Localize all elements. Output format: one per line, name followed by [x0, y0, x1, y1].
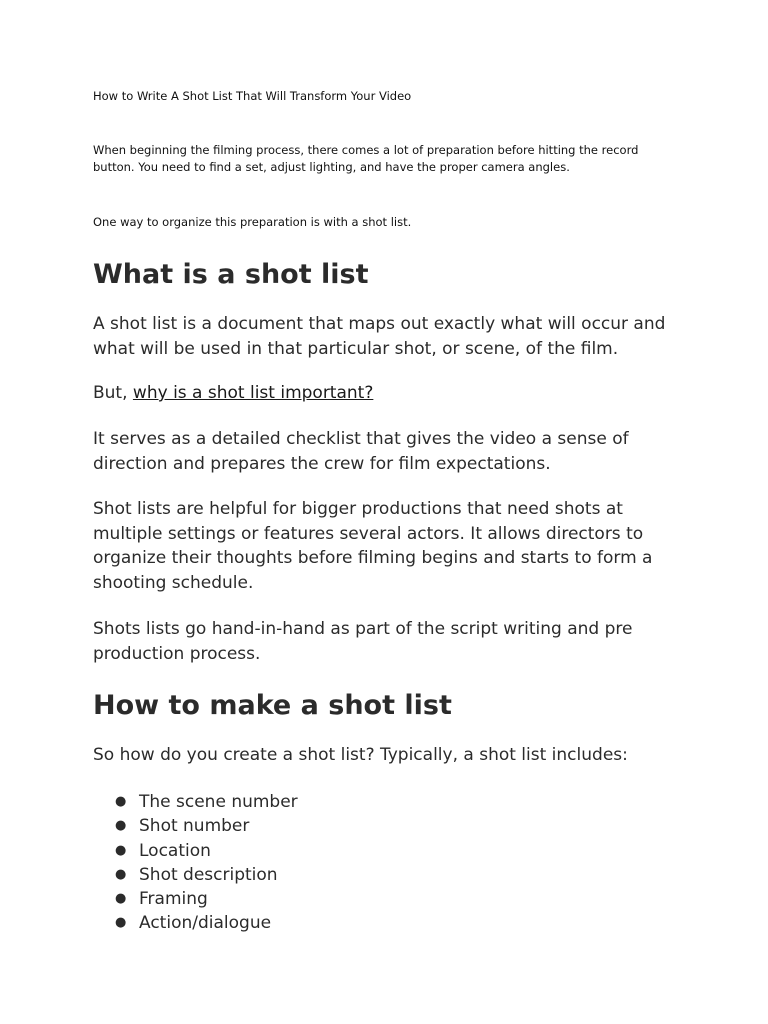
question-paragraph: [93, 381, 683, 406]
hand-in-hand-paragraph: Shots lists go hand-in-hand as part of the script writing and pre production process.: [93, 619, 633, 664]
intro-line: One way to organize this preparation is with a shot list.: [93, 215, 412, 229]
list-item-label: Action/dialogue: [139, 913, 272, 934]
bullet-icon: ●: [115, 891, 127, 907]
intro-paragraph: When beginning the filming process, there comes a lot of preparation before hitting the record button. You need to find a set, adjust lighting, and have the proper camera angles.: [93, 143, 639, 174]
list-item: [93, 887, 493, 911]
list-item: [93, 790, 493, 814]
heading-what-is-a-shot-list: What is a shot list: [93, 259, 369, 290]
document-title: How to Write A Shot List That Will Transform Your Video: [93, 89, 412, 103]
list-item-label: Location: [139, 840, 211, 861]
list-item: [93, 839, 493, 863]
list-item-label: Shot number: [139, 816, 250, 837]
bullet-icon: ●: [115, 818, 127, 834]
list-item-label: Framing: [139, 889, 208, 910]
bullet-icon: ●: [115, 794, 127, 809]
bullet-icon: ●: [115, 842, 127, 858]
list-item-label: The scene number: [139, 792, 298, 812]
why-important-link[interactable]: why is a shot list important?: [132, 383, 374, 403]
heading-how-to-make-a-shot-list: How to make a shot list: [93, 690, 452, 721]
question-prefix: But,: [93, 383, 133, 403]
list-item-label: Shot description: [139, 864, 278, 885]
shot-list-includes-list: [93, 790, 493, 936]
list-item: [93, 814, 493, 838]
list-item: [93, 863, 493, 887]
typically-paragraph: So how do you create a shot list? Typically, a shot list includes:: [93, 745, 628, 765]
bullet-icon: ●: [115, 915, 127, 931]
bullet-icon: ●: [115, 866, 127, 882]
checklist-paragraph: It serves as a detailed checklist that gives the video a sense of direction and prepares the crew for film expectations.: [93, 429, 629, 474]
definition-paragraph: A shot list is a document that maps out exactly what will occur and what will be used in that particular shot, or scene, of the film.: [93, 314, 666, 359]
list-item: [93, 911, 493, 935]
productions-paragraph: Shot lists are helpful for bigger productions that need shots at multiple settings or features several actors. It allows directors to organize their thoughts before filming begins and starts to form a shooting schedule.: [93, 499, 653, 593]
